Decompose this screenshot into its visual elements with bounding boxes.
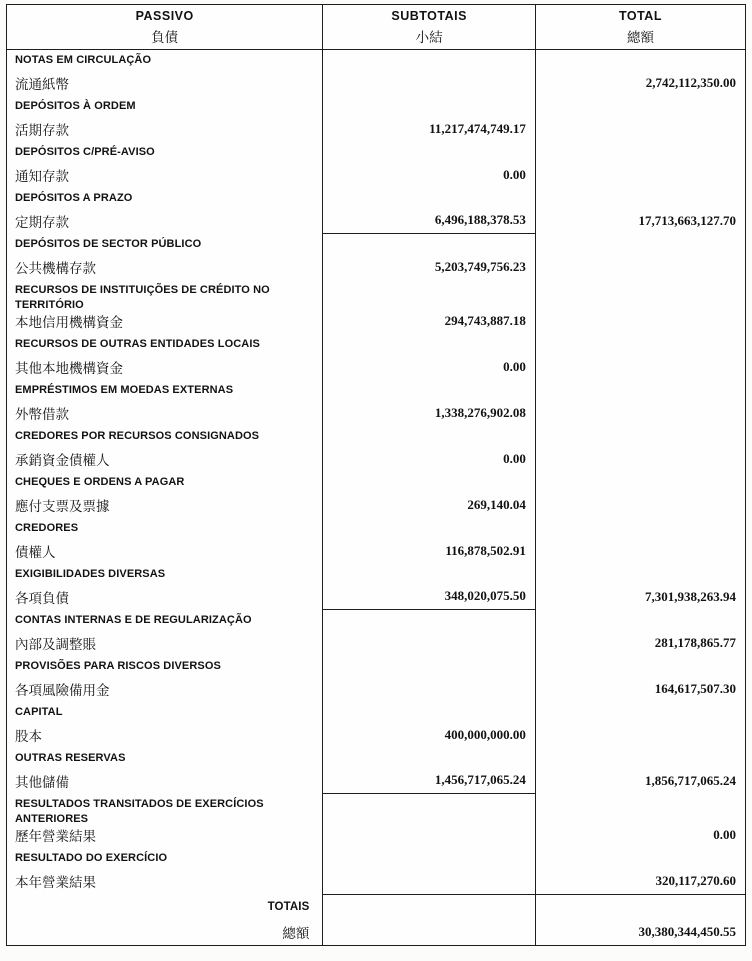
row-label-portuguese: CHEQUES E ORDENS A PAGAR	[15, 475, 185, 488]
row-label-portuguese: DEPÓSITOS A PRAZO	[15, 192, 133, 204]
table-row	[7, 334, 745, 380]
row-total-value: 17,713,663,127.70	[535, 188, 745, 234]
header-subtotais-cell	[322, 5, 535, 49]
totals-label-portuguese: TOTAIS	[267, 900, 310, 913]
table-row	[7, 188, 745, 234]
row-label-cell	[7, 380, 322, 426]
row-subtotal-value: 6,496,188,378.53	[322, 188, 535, 234]
row-label-chinese: 各項負債	[15, 590, 69, 606]
row-total-value	[535, 96, 745, 142]
table-body	[7, 50, 745, 894]
table-row	[7, 472, 745, 518]
table-row	[7, 380, 745, 426]
row-subtotal-value	[322, 50, 535, 96]
row-label-portuguese: OUTRAS RESERVAS	[15, 751, 126, 764]
row-subtotal-value	[322, 656, 535, 702]
row-label-portuguese: CAPITAL	[15, 705, 63, 718]
row-total-value: 7,301,938,263.94	[535, 564, 745, 610]
row-label-portuguese: DEPÓSITOS C/PRÉ-AVISO	[15, 146, 155, 158]
table-row	[7, 234, 745, 280]
row-label-chinese: 股本	[15, 728, 42, 744]
row-total-value: 320,117,270.60	[535, 848, 745, 894]
row-label-chinese: 其他本地機構資金	[15, 360, 123, 376]
row-subtotal-value: 1,456,717,065.24	[322, 748, 535, 794]
row-subtotal-value: 269,140.04	[322, 472, 535, 518]
row-label-chinese: 內部及調整賬	[15, 636, 96, 652]
row-total-value: 0.00	[535, 794, 745, 848]
header-total-label-zh: 總額	[626, 29, 654, 45]
row-label-cell	[7, 518, 322, 564]
row-subtotal-value: 0.00	[322, 334, 535, 380]
row-label-portuguese: DEPÓSITOS DE SECTOR PÚBLICO	[15, 238, 202, 250]
table-row	[7, 702, 745, 748]
row-label-portuguese: EXIGIBILIDADES DIVERSAS	[15, 567, 166, 580]
row-label-cell	[7, 142, 322, 188]
row-label-chinese: 本地信用機構資金	[15, 314, 123, 330]
row-label-portuguese: RECURSOS DE INSTITUIÇÕES DE CRÉDITO NO TERRITÓRIO	[15, 284, 270, 311]
table-row	[7, 610, 745, 656]
row-label-chinese: 歷年營業結果	[15, 828, 96, 844]
row-label-portuguese: RESULTADO DO EXERCÍCIO	[15, 851, 168, 864]
row-label-cell	[7, 564, 322, 610]
table-row	[7, 426, 745, 472]
table-row	[7, 748, 745, 794]
row-label-portuguese: DEPÓSITOS À ORDEM	[15, 100, 136, 112]
grand-total-value: 30,380,344,450.55	[535, 894, 745, 945]
row-total-value	[535, 518, 745, 564]
row-label-chinese: 通知存款	[15, 168, 69, 184]
row-label-chinese: 各項風險備用金	[15, 682, 110, 698]
row-total-value	[535, 234, 745, 280]
row-total-value	[535, 280, 745, 334]
table-row	[7, 96, 745, 142]
row-label-cell	[7, 848, 322, 894]
row-label-cell	[7, 702, 322, 748]
row-label-cell	[7, 50, 322, 96]
liabilities-table	[6, 4, 746, 946]
row-total-value	[535, 334, 745, 380]
table-row	[7, 848, 745, 894]
table-row	[7, 142, 745, 188]
row-label-chinese: 外幣借款	[15, 406, 69, 422]
row-label-chinese: 債權人	[15, 544, 56, 560]
header-passivo-label: PASSIVO	[135, 9, 194, 23]
row-total-value	[535, 472, 745, 518]
row-total-value: 2,742,112,350.00	[535, 50, 745, 96]
row-label-portuguese: CONTAS INTERNAS E DE REGULARIZAÇÃO	[15, 613, 252, 626]
row-label-chinese: 承銷資金債權人	[15, 452, 110, 468]
table-row	[7, 518, 745, 564]
table-row	[7, 656, 745, 702]
row-total-value: 1,856,717,065.24	[535, 748, 745, 794]
row-subtotal-value: 400,000,000.00	[322, 702, 535, 748]
row-label-chinese: 公共機構存款	[15, 260, 96, 276]
row-total-value	[535, 702, 745, 748]
totals-row	[7, 894, 745, 945]
row-label-cell	[7, 280, 322, 334]
header-passivo-label-zh: 負債	[151, 29, 179, 45]
row-subtotal-value: 5,203,749,756.23	[322, 234, 535, 280]
table-row	[7, 794, 745, 848]
row-total-value	[535, 142, 745, 188]
row-label-chinese: 本年營業結果	[15, 874, 96, 890]
table-row	[7, 280, 745, 334]
row-label-cell	[7, 96, 322, 142]
row-label-portuguese: RESULTADOS TRANSITADOS DE EXERCÍCIOS ANTERIORES	[15, 797, 264, 825]
row-label-cell	[7, 610, 322, 656]
header-passivo-cell	[7, 5, 322, 49]
totals-subtotal-cell	[322, 894, 535, 945]
row-total-value: 281,178,865.77	[535, 610, 745, 656]
row-label-portuguese: EMPRÉSTIMOS EM MOEDAS EXTERNAS	[15, 383, 234, 396]
row-label-portuguese: NOTAS EM CIRCULAÇÃO	[15, 54, 152, 66]
header-subtotais-label-zh: 小結	[415, 29, 443, 45]
row-subtotal-value: 348,020,075.50	[322, 564, 535, 610]
table-row	[7, 564, 745, 610]
row-subtotal-value: 0.00	[322, 426, 535, 472]
row-total-value: 164,617,507.30	[535, 656, 745, 702]
totals-label-chinese: 總額	[282, 925, 310, 941]
balance-sheet-liabilities	[6, 4, 746, 946]
row-label-portuguese: CREDORES	[15, 521, 79, 534]
row-label-cell	[7, 794, 322, 848]
row-subtotal-value: 1,338,276,902.08	[322, 380, 535, 426]
row-label-cell	[7, 334, 322, 380]
row-label-cell	[7, 188, 322, 234]
row-total-value	[535, 380, 745, 426]
row-total-value	[535, 426, 745, 472]
row-label-cell	[7, 426, 322, 472]
row-subtotal-value	[322, 610, 535, 656]
row-subtotal-value: 11,217,474,749.17	[322, 96, 535, 142]
row-subtotal-value: 0.00	[322, 142, 535, 188]
row-subtotal-value: 294,743,887.18	[322, 280, 535, 334]
row-label-chinese: 定期存款	[15, 214, 69, 230]
header-total-label: TOTAL	[618, 9, 662, 23]
header-total-cell	[535, 5, 745, 49]
table-row	[7, 50, 745, 96]
row-label-chinese: 流通紙幣	[15, 76, 69, 92]
row-label-cell	[7, 472, 322, 518]
row-label-portuguese: CREDORES POR RECURSOS CONSIGNADOS	[15, 429, 260, 442]
row-label-portuguese: PROVISÕES PARA RISCOS DIVERSOS	[15, 659, 221, 672]
row-label-cell	[7, 234, 322, 280]
row-label-cell	[7, 748, 322, 794]
table-header	[7, 5, 745, 50]
totals-label-cell	[7, 894, 322, 945]
header-subtotais-label: SUBTOTAIS	[391, 9, 467, 23]
row-label-cell	[7, 656, 322, 702]
row-subtotal-value: 116,878,502.91	[322, 518, 535, 564]
row-subtotal-value	[322, 794, 535, 848]
row-label-chinese: 應付支票及票據	[15, 498, 110, 514]
row-label-chinese: 活期存款	[15, 122, 69, 138]
row-label-portuguese: RECURSOS DE OUTRAS ENTIDADES LOCAIS	[15, 337, 260, 350]
row-label-chinese: 其他儲備	[15, 774, 69, 790]
row-subtotal-value	[322, 848, 535, 894]
